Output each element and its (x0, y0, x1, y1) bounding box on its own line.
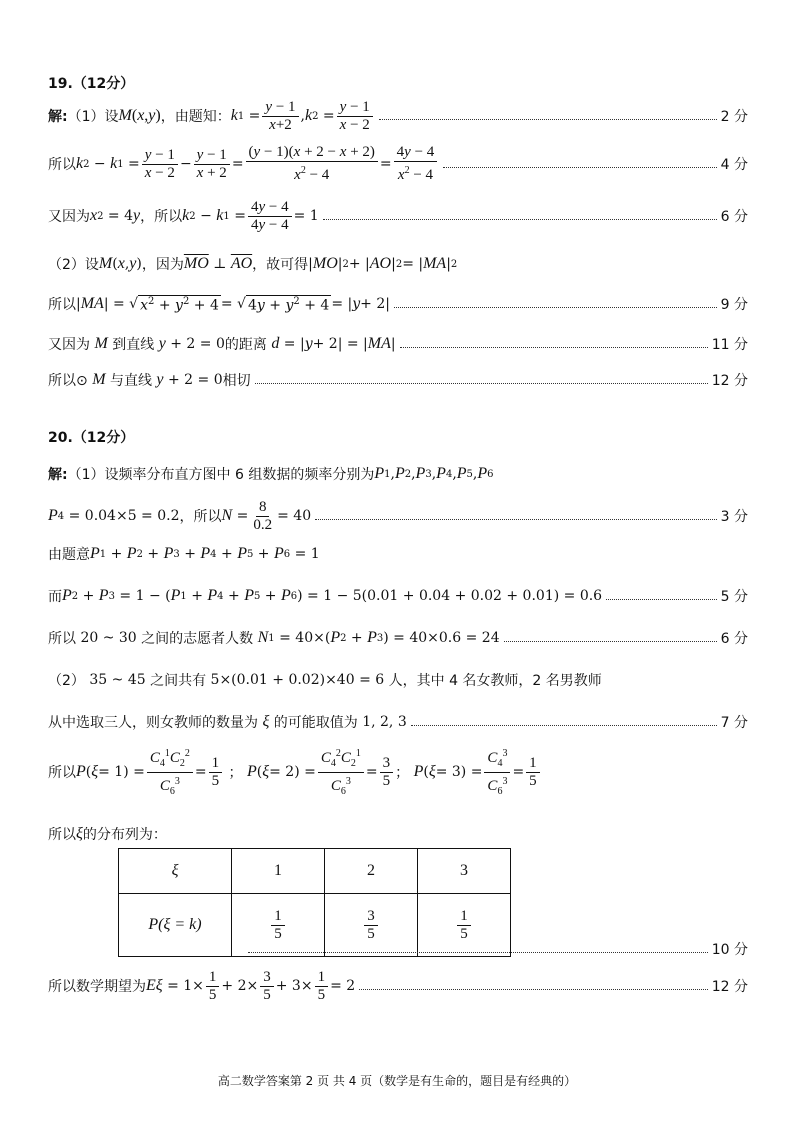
q20-line-3: 由题意 P 1 + P 2 + P 3 + P 4 + P 5 + P 6 = 1 (48, 545, 320, 563)
q20-line-10: 10 分 (244, 938, 748, 960)
table-row (119, 849, 511, 894)
q20-line-6: （2） 35 ~ 45 之间共有 5×(0.01 + 0.02)×40 = 6 人，其中 4 名女教师，2 名男教师 (48, 672, 602, 689)
table-cell: P(ξ = k) (119, 894, 232, 957)
q20-line-2: P 4 = 0.04×5 = 0.2 ，所以 N = $\frac{8}{0.2}$ = 40 3 分 (48, 498, 748, 533)
q19-line-6: 又因为 M 到直线 y + 2 = 0 的距离 d = | y + 2| = | MA | 11 分 (48, 335, 748, 353)
q20-line-8: 所以 P ( ξ = 1) = $\frac{C_4^1C_2^2}{C_6^3}$ = $\frac{1}{5}$ ； P ( ξ = 2) = $\frac{C_4^2C_2^1}{C_6^3}$ = $\frac{3}{5}$ ； P ( ξ = 3) = $\frac{C_4^3}{C_6^3}$ = $\frac{1}{5}$ (48, 752, 748, 792)
q20-line-5: 所以 20 ~ 30 之间的志愿者人数 N 1 = 40×( P 2 + P 3 ) = 40×0.6 = 24 6 分 (48, 629, 748, 647)
table-cell: $\frac{3}{5}$ (325, 894, 418, 957)
q20-line-9: 所以 ξ 的分布列为： (48, 825, 167, 843)
q20-line-11: 所以数学期望为 Eξ = 1× $\frac{1}{5}$ + 2× $\frac{3}{5}$ + 3× $\frac{1}{5}$ = 2 12 分 (48, 968, 748, 1003)
table-cell: 3 (418, 849, 511, 894)
q20-title: 20.（12分） (48, 430, 135, 446)
table-cell: $\frac{1}{5}$ (418, 894, 511, 957)
q19-line-5: 所以 | MA | = √ $x^2 + y^2 + 4$ = √ $4y + y^2 + 4$ = | y + 2| 9 分 (48, 295, 748, 314)
page-footer: 高二数学答案第 2 页 共 4 页（数学是有生命的，题目是有经典的） (217, 1074, 577, 1088)
q20-line-4: 而 P 2 + P 3 = 1 − ( P 1 + P 4 + P 5 + P 6 ) = 1 − 5(0.01 + 0.04 + 0.02 + 0.01) = 0.6 5 分 (48, 587, 748, 605)
q19-title: 19.（12分） (48, 76, 135, 92)
table-cell: 1 (232, 849, 325, 894)
q19-line-2: 所以 k 2 − k 1 = $\frac{y - 1}{x - 2}$ − $\frac{y - 1}{x + 2}$ = $\frac{(y - 1)(x + 2 - x + 2)}{x^2 - 4}$ = $\frac{4y - 4}{x^2 - 4}$ 4 分 (48, 144, 748, 183)
table-cell: $\frac{1}{5}$ (232, 894, 325, 957)
q20-line-7: 从中选取三人，则女教师的数量为 ξ 的可能取值为 1, 2, 3 7 分 (48, 713, 748, 731)
q19-line-1: 解: （1）设 M ( x , y ) ，由题知： k 1 = $\frac{y - 1}{x+2}$ , k 2 = $\frac{y - 1}{x - 2}$ 2 分 (48, 98, 748, 133)
q19-line-4: （2）设 M ( x , y ) ，因为 $\overline{MO}$ ⊥ $\overline{AO}$ ，故可得 | MO | 2 + | AO | 2 = | MA | 2 (48, 255, 458, 273)
q20-line-1: 解: （1）设频率分布直方图中 6 组数据的频率分别为 P 1 , P 2 , P 3 , P 4 , P 5 , P 6 (48, 465, 494, 483)
table-cell: ξ (119, 849, 232, 894)
q19-line-3: 又因为 x 2 = 4 y ，所以 k 2 − k 1 = $\frac{4y - 4}{4y - 4}$ = 1 6 分 (48, 198, 748, 233)
table-cell: 2 (325, 849, 418, 894)
q19-line-7: 所以⊙ M 与直线 y + 2 = 0 相切 12 分 (48, 371, 748, 389)
